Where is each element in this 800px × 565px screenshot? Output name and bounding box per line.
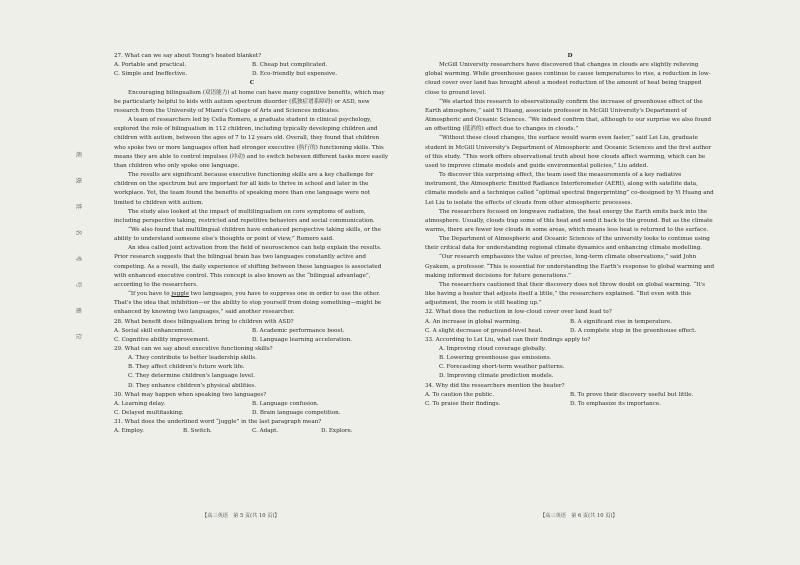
option: C. Adapt. xyxy=(252,428,279,435)
passage-paragraph: A team of researchers led by Celia Romero, a graduate student in clinical psychology, explored the role of bilingualism in 112 children, including typically developing children and children with autism, between the ages of 7 to 12 years old. Overall, they found that children who spoke two or more languages often had stronger executive (执行的) functioning skills. This means they are able to control impulses (冲动) and to switch between different tasks more easily than children who only spoke one language. xyxy=(114,117,389,169)
binding-label: 级 xyxy=(74,177,82,184)
option: A. Employ. xyxy=(114,428,144,435)
binding-label: 考 xyxy=(74,255,82,262)
option: A. Improving cloud coverage globally. xyxy=(439,346,546,352)
options-row xyxy=(114,409,390,418)
question-stem: 27. What can we say about Young's heated blanket? xyxy=(114,53,262,59)
option: D. Language learning acceleration. xyxy=(252,336,352,343)
option: A. To caution the public. xyxy=(425,391,495,398)
options-row xyxy=(425,400,715,409)
binding-label: 名 xyxy=(74,229,82,236)
options-row xyxy=(425,327,715,336)
passage-paragraph: “We also found that multilingual children have enhanced perspective taking skills, or the ability to understand someone else's thoughts or point of view,” Romero said. xyxy=(114,226,381,243)
option: D. Improving climate prediction models. xyxy=(439,373,554,380)
options-row xyxy=(114,336,390,345)
left-page-column xyxy=(114,52,390,437)
passage-paragraph: “We started this research to observationally confirm the increase of greenhouse effect of the Earth atmosphere,” said Yi Huang, associate professor in McGill University's Department of Atmospheric and Oceanic Sciences. “We indeed confirm that, although to our surprise we also found an offsetting (抵消的) effect due to changes in clouds.” xyxy=(425,98,712,133)
option: D. A complete stop in the greenhouse effect. xyxy=(570,327,697,334)
option: D. Explore. xyxy=(321,428,353,435)
passage-paragraph: The study also looked at the impact of multilingualism on core symptoms of autism, including perspective taking, restricted and repetitive behaviors and social communication. xyxy=(114,208,375,224)
options-row xyxy=(425,318,715,327)
text-run: “If you have to xyxy=(128,291,172,298)
option: A. They contribute to better leadership skills. xyxy=(128,355,257,362)
page-footer-left: 【高三英语 第 5 页(共 10 页)】 xyxy=(202,513,280,519)
options-row xyxy=(114,61,390,70)
option: C. Cognitive ability improvement. xyxy=(114,336,210,343)
option: A. Social skill enhancement. xyxy=(114,327,195,334)
option: B. To prove their discovery useful but little. xyxy=(570,391,694,398)
binding-label: 姓 xyxy=(74,203,82,210)
passage-paragraph: The researchers focused on longwave radiation, the heat energy the Earth emits back into the atmosphere. Usually, clouds trap some of this heat and send it back to the ground. But as the climate warms, there are fewer low clouds in some areas, which means less heat is returned to the surface. xyxy=(425,208,713,233)
option: B. Lowering greenhouse gas emissions. xyxy=(439,355,552,362)
passage-paragraph: “Our research emphasizes the value of precise, long-term climate observations,” said John Gyakum, a professor. “This is essential for understanding the Earth's response to global warming and making informed decisions for future generations.” xyxy=(425,254,715,279)
passage-paragraph: McGill University researchers have discovered that changes in clouds are slightly relieving global warming. While greenhouse gases continue to cause temperatures to rise, a reduction in low-cloud cover over land has brought about a modest reduction of the amount of heat being trapped close to ground level. xyxy=(425,62,711,96)
question-stem: 31. What does the underlined word “juggle” in the last paragraph mean? xyxy=(114,419,322,426)
options-row xyxy=(114,427,390,436)
option: B. Academic performance boost. xyxy=(252,327,345,334)
right-page-column xyxy=(425,52,715,409)
passage-paragraph: An idea called joint activation from the field of neuroscience can help explain the results. Prior research suggests that the bilingual brain has two languages constantly active and competing. As a result, the daily experience of shifting between these languages is associated with enhanced executive control. This concept is also known as the “bilingual advantage”, according to the researchers. xyxy=(114,245,382,288)
section-heading: D xyxy=(567,53,573,59)
question-stem: 30. What may happen when speaking two languages? xyxy=(114,391,267,398)
options-row xyxy=(114,70,390,79)
passage-paragraph: “Without these cloud changes, the surface would warm even faster,” said Lei Liu, graduate student in McGill University's Department of Atmospheric and Oceanic Sciences and the first author of this study. “This work offers observational truth about how clouds affect warming, which can be used to improve climate models and guide environmental policies,” Liu added. xyxy=(425,135,712,169)
passage-paragraph: The researchers cautioned that their discovery does not throw doubt on global warming. “It's like having a heater that adjusts itself a little,” the researchers explained. “But even with this adjustment, the room is still heating up.” xyxy=(425,281,705,307)
binding-label: 座 xyxy=(74,307,82,314)
options-row xyxy=(114,400,390,409)
binding-label: 号 xyxy=(74,281,82,288)
options-row xyxy=(425,391,715,400)
option: C. Delayed multitasking. xyxy=(114,410,184,417)
option: C. Simple and Ineffective. xyxy=(114,71,188,78)
options-row xyxy=(114,327,390,336)
option: B. They affect children's future work life. xyxy=(128,364,245,371)
option: C. A slight decrease of ground-level heat. xyxy=(425,327,543,334)
option: A. An increase in global warming. xyxy=(425,318,522,325)
binding-label: 位 xyxy=(74,333,82,340)
option: A. Portable and practical. xyxy=(114,62,187,69)
question-stem: 34. Why did the researchers mention the heater? xyxy=(425,382,565,389)
question-stem: 29. What can we say about executive functioning skills? xyxy=(114,346,273,352)
option: C. To praise their findings. xyxy=(425,400,501,407)
passage-paragraph: The results are significant because executive functioning skills are a key challenge for children on the spectrum but are important for all kids to thrive in school and later in the workplace. Yet, the team found the benefits of speaking more than one language were not limited to children with autism. xyxy=(114,172,374,206)
option: B. Cheap but complicated. xyxy=(252,62,328,69)
page-footer-right: 【高三英语 第 6 页(共 10 页)】 xyxy=(540,513,618,519)
option: A. Learning delay. xyxy=(114,400,166,407)
question-stem: 33. According to Lei Liu, what can their findings apply to? xyxy=(425,336,591,343)
passage-paragraph: To discover this surprising effect, the team used the measurements of a key radiative instrument, the Atmospheric Emitted Radiance Interferometer (AERI), along with satellite data, climate models and a technique called “optimal spectral fingerprinting” co-designed by Yi Huang and Lei Liu to isolate the effects of clouds from other atmospheric processes. xyxy=(425,172,714,206)
passage-paragraph: The Department of Atmospheric and Oceanic Sciences of the university looks to continue using their critical data for understanding regional climate dynamics and enhancing climate modelling. xyxy=(425,236,710,252)
section-heading: C xyxy=(249,80,255,87)
binding-label: 班 xyxy=(74,151,82,158)
option: B. Language confusion. xyxy=(252,400,319,407)
option: D. Brain language competition. xyxy=(252,410,341,417)
question-stem: 28. What benefit does bilingualism bring to children with ASD? xyxy=(114,318,294,325)
binding-line-labels xyxy=(76,150,88,350)
underlined-word: juggle xyxy=(171,291,190,298)
option: D. To emphasize its importance. xyxy=(570,400,661,407)
option: B. A significant rise in temperature. xyxy=(570,318,672,325)
passage-paragraph-last xyxy=(114,290,390,317)
option: C. They determine children's language level. xyxy=(128,373,255,380)
question-stem: 32. What does the reduction in low-cloud cover over land lead to? xyxy=(425,309,612,316)
option: D. They enhance children's physical abilities. xyxy=(128,382,257,389)
option: C. Forecasting short-term weather patterns. xyxy=(439,364,565,371)
option: B. Switch. xyxy=(183,428,212,435)
text-run: two languages, you have to suppress one in order to use the other. That's the idea that inhibition—or the ability to stop yourself from doing something—might be enhanced by knowing two languages,” said another researcher. xyxy=(114,291,382,316)
passage-paragraph: Encouraging bilingualism (双语能力) at home can have many cognitive benefits, which may be particularly helpful to kids with autism spectrum disorder (孤独症谱系障碍) or ASD, new research from the University of Miami's College of Arts and Sciences indicates. xyxy=(114,89,385,114)
option: D. Eco-friendly but expensive. xyxy=(252,71,338,78)
